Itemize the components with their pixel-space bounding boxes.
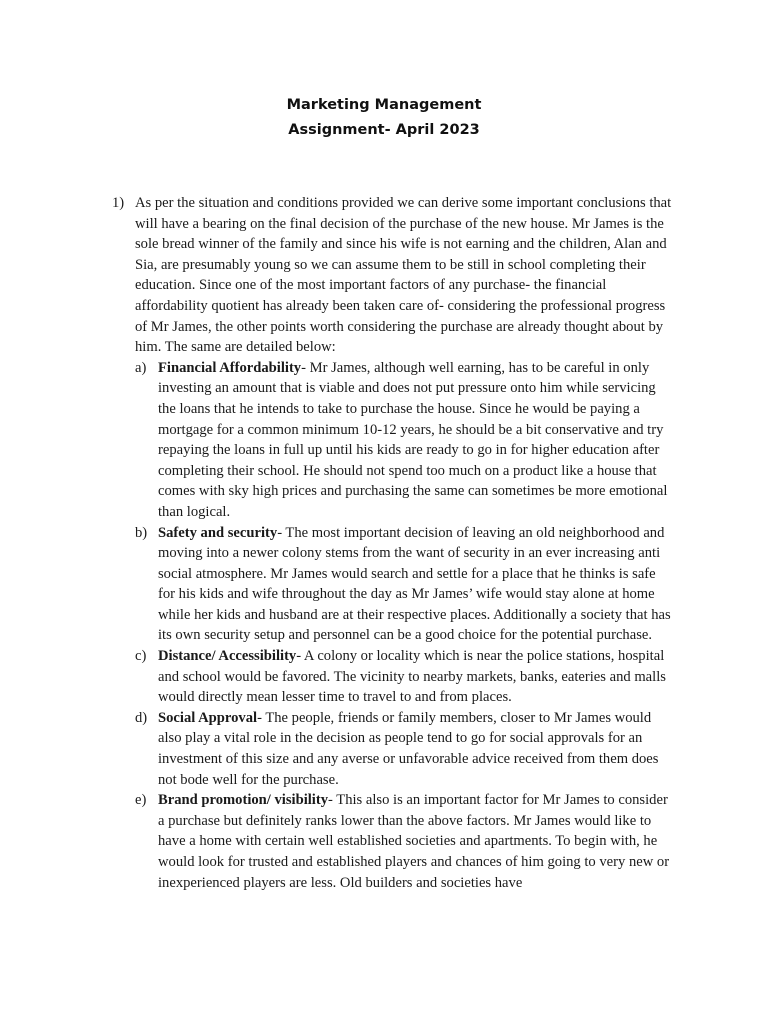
document-subtitle: Assignment- April 2023 <box>288 122 480 138</box>
factor-heading: Financial Affordability <box>158 359 302 376</box>
title-block <box>0 93 768 143</box>
list-item <box>112 708 672 790</box>
list-item <box>112 790 672 893</box>
factor-heading: Distance/ Accessibility <box>158 648 297 665</box>
list-item <box>112 646 672 708</box>
question-1 <box>112 193 672 893</box>
factor-list <box>112 358 672 893</box>
factor-heading: Safety and security <box>158 524 278 541</box>
factor-text: - The most important decision of leaving an old neighborhood and moving into a newer colony stems from the want of security in an ever increasing anti social atmosphere. Mr James would search and settle for a place that he thinks is safe for his kids and wife throughout the day as Mr James’ wife would stay alone at home while her kids and husband are at their respective places. Additionally a society that has its own security setup and personnel can be a good choice for the potential purchase. <box>158 524 671 644</box>
factor-text: - Mr James, although well earning, has to be careful in only investing an amount that is viable and does not put pressure onto him while servicing the loans that he intends to take to purchase the house. Since he would be paying a mortgage for a common minimum 10-12 years, he should be a bit conservative and try repaying the loans in full up until his kids are ready to go in for higher education after completing their school. He should not spend too much on a product like a house that comes with sky high prices and purchasing the same can sometimes be more emotional than logical. <box>158 359 668 520</box>
list-item-letter: e) <box>135 792 147 809</box>
document-title: Marketing Management <box>286 97 482 113</box>
question-intro: As per the situation and conditions provided we can derive some important conclusions that will have a bearing on the final decision of the purchase of the new house. Mr James is the sole bread winner of the family and since his wife is not earning and the children, Alan and Sia, are presumably young so we can assume them to be still in school completing their education. Since one of the most important factors of any purchase- the financial affordability quotient has already been taken care of- considering the professional progress of Mr James, the other points worth considering the purchase are already thought about by him. The same are detailed below: <box>135 195 672 356</box>
factor-text: - This also is an important factor for Mr James to consider a purchase but definitely ranks lower than the above factors. Mr James would like to have a home with certain well established societies and apartments. To begin with, he would look for trusted and established players and chances of him going to very new or inexperienced players are less. Old builders and societies have <box>158 792 670 891</box>
list-item-letter: c) <box>135 648 147 665</box>
factor-text: - The people, friends or family members, closer to Mr James would also play a vital role in the decision as people tend to go for social approvals for an investment of this size and any averse or unfavorable advice received from them does not bode well for the purchase. <box>158 709 659 788</box>
question-number: 1) <box>112 195 125 211</box>
factor-heading: Brand promotion/ visibility <box>158 792 329 809</box>
factor-text: - A colony or locality which is near the police stations, hospital and school would be favored. The vicinity to nearby markets, banks, eateries and malls would directly mean lesser time to travel to and from places. <box>158 648 666 706</box>
list-item-letter: b) <box>135 524 148 541</box>
list-item <box>112 358 672 523</box>
list-item-letter: d) <box>135 709 148 726</box>
list-item-letter: a) <box>135 359 147 376</box>
list-item <box>112 523 672 647</box>
factor-heading: Social Approval <box>158 709 258 726</box>
